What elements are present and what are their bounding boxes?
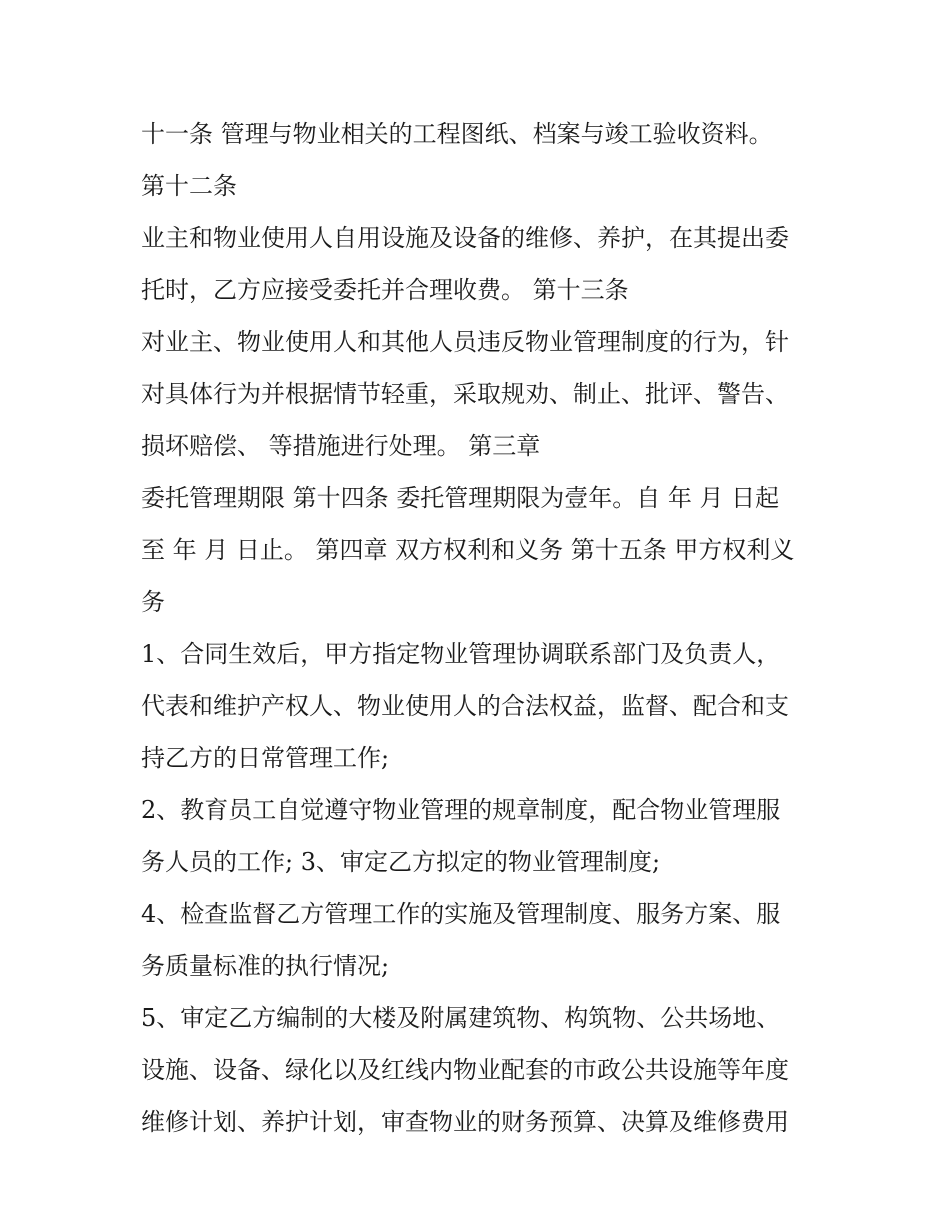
text-line: 5、审定乙方编制的大楼及附属建筑物、构筑物、公共场地、 [141, 1004, 781, 1032]
text-line: 务质量标准的执行情况; [141, 952, 390, 980]
contract-text-body [141, 108, 831, 1148]
text-line: 至 年 月 日止。 第四章 双方权利和义务 第十五条 甲方权利义 [141, 536, 795, 564]
text-line: 第十二条 [141, 172, 237, 200]
text-line: 设施、设备、绿化以及红线内物业配套的市政公共设施等年度 [141, 1056, 789, 1084]
text-line: 1、合同生效后，甲方指定物业管理协调联系部门及负责人， [141, 640, 781, 668]
text-line: 对具体行为并根据情节轻重，采取规劝、制止、批评、警告、 [141, 380, 789, 408]
text-line: 十一条 管理与物业相关的工程图纸、档案与竣工验收资料。 [141, 120, 773, 148]
text-line: 托时，乙方应接受委托并合理收费。 第十三条 [141, 276, 629, 304]
text-line: 2、教育员工自觉遵守物业管理的规章制度，配合物业管理服 [141, 796, 781, 824]
text-line: 务 [141, 588, 165, 616]
text-line: 业主和物业使用人自用设施及设备的维修、养护，在其提出委 [141, 224, 789, 252]
text-line: 务人员的工作; 3、审定乙方拟定的物业管理制度; [141, 848, 661, 876]
text-line: 4、检查监督乙方管理工作的实施及管理制度、服务方案、服 [141, 900, 781, 928]
text-line: 代表和维护产权人、物业使用人的合法权益，监督、配合和支 [141, 692, 789, 720]
text-line: 委托管理期限 第十四条 委托管理期限为壹年。自 年 月 日起 [141, 484, 780, 512]
text-line: 对业主、物业使用人和其他人员违反物业管理制度的行为，针 [141, 328, 789, 356]
text-line: 损坏赔偿、 等措施进行处理。 第三章 [141, 432, 541, 460]
text-line: 维修计划、养护计划，审查物业的财务预算、决算及维修费用 [141, 1108, 789, 1136]
text-line: 持乙方的日常管理工作; [141, 744, 390, 772]
